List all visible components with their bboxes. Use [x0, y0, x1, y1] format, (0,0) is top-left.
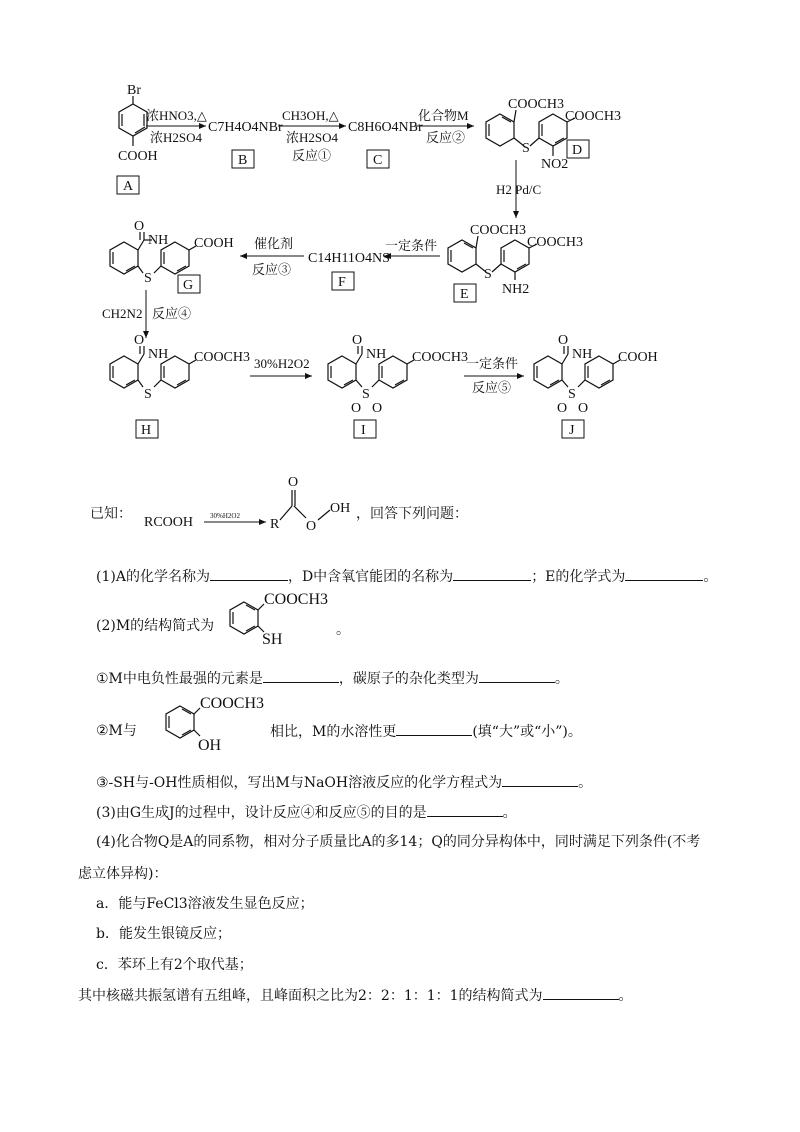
svg-text:反应③: 反应③ [252, 262, 292, 277]
label-b: B [238, 153, 248, 168]
svg-text:NH: NH [572, 347, 593, 362]
svg-text:S: S [144, 387, 152, 402]
arrow-f-g [240, 236, 304, 277]
svg-text:COOCH3: COOCH3 [412, 350, 469, 365]
a-cooh: COOH [118, 149, 158, 164]
cond-a: a．能与FeCl3溶液发生显色反应； [96, 896, 314, 912]
compound-i [328, 333, 468, 438]
b-formula: C7H4O4NBr [208, 120, 283, 135]
svg-text:反应④: 反应④ [152, 306, 192, 321]
blank-q2-3[interactable] [502, 772, 578, 787]
q4-line1: (4)化合物Q是A的同系物，相对分子质量比A的多14；Q的同分异构体中，同时满足下列条件(不考 [96, 834, 701, 850]
svg-text:浓HNO3,△: 浓HNO3,△ [146, 108, 207, 123]
known-r: R [270, 517, 280, 532]
blank-q3[interactable] [427, 802, 503, 817]
q1: (1)A的化学名称为 ，D中含氧官能团的名称为 ；E的化学式为 。 [96, 566, 717, 587]
label-c: C [373, 153, 383, 168]
svg-text:浓H2SO4: 浓H2SO4 [150, 130, 203, 145]
label-i: I [361, 423, 366, 438]
q2-2-a: ②M与 [96, 723, 137, 739]
svg-text:催化剂: 催化剂 [254, 236, 294, 251]
svg-text:S: S [484, 267, 492, 282]
svg-text:S: S [522, 141, 530, 156]
q2-end: 。 [336, 622, 350, 638]
known-reaction [90, 470, 510, 540]
compound-g [110, 219, 234, 293]
svg-text:SH: SH [262, 631, 283, 648]
m-structure [214, 588, 354, 650]
svg-text:O: O [134, 333, 145, 348]
svg-text:OH: OH [198, 737, 222, 754]
svg-text:O: O [578, 401, 589, 416]
q3: (3)由G生成J的过程中，设计反应④和反应⑤的目的是 。 [96, 802, 517, 823]
svg-text:H2 Pd/C: H2 Pd/C [496, 182, 542, 197]
svg-text:O: O [351, 401, 362, 416]
svg-text:一定条件: 一定条件 [466, 356, 519, 371]
arrow-e-f [384, 238, 440, 256]
svg-text:浓H2SO4: 浓H2SO4 [286, 130, 339, 145]
svg-text:30%H2O2: 30%H2O2 [254, 356, 310, 371]
svg-text:反应⑤: 反应⑤ [472, 380, 512, 395]
svg-text:COOCH3: COOCH3 [470, 223, 527, 238]
svg-text:化合物M: 化合物M [418, 108, 469, 123]
svg-text:O: O [372, 401, 383, 416]
arrow-i-j [464, 356, 524, 395]
q4-line2: 虑立体异构)： [78, 866, 168, 882]
blank-q2-2[interactable] [396, 721, 472, 736]
arrow-c-d [416, 108, 474, 145]
label-h: H [141, 423, 152, 438]
compound-f [308, 251, 390, 290]
arrow-a-b [146, 108, 207, 145]
svg-text:NO2: NO2 [541, 157, 569, 172]
blank-q1-a[interactable] [210, 566, 288, 581]
svg-text:O: O [306, 519, 317, 534]
svg-text:反应①: 反应① [292, 148, 332, 163]
q4-end: 其中核磁共振氢谱有五组峰，且峰面积之比为2：2：1：1：1的结构简式为 。 [78, 985, 633, 1006]
arrow-d-e [496, 160, 541, 218]
compound-j [534, 333, 658, 438]
svg-text:COOCH3: COOCH3 [527, 235, 584, 250]
label-j: J [569, 423, 575, 438]
arrow-h-i [250, 356, 312, 376]
methyl-salicylate-structure [150, 692, 280, 754]
compound-h [110, 333, 250, 438]
svg-text:O: O [134, 219, 145, 234]
svg-text:CH3OH,△: CH3OH,△ [282, 108, 339, 123]
svg-text:S: S [144, 271, 152, 286]
compound-b [208, 120, 283, 168]
svg-text:COOH: COOH [194, 236, 234, 251]
svg-text:COOCH3: COOCH3 [200, 695, 265, 712]
blank-q1-c[interactable] [625, 566, 703, 581]
cond-c: c．苯环上有2个取代基； [96, 957, 253, 973]
cond-b: b．能发生银镜反应； [96, 926, 231, 942]
svg-text:COOCH3: COOCH3 [508, 97, 565, 112]
label-e: E [460, 287, 469, 302]
blank-q1-b[interactable] [453, 566, 531, 581]
label-f: F [338, 275, 346, 290]
svg-text:S: S [362, 387, 370, 402]
compound-d [486, 97, 621, 172]
q2-2-b: 相比，M的水溶性更 (填“大”或“小”)。 [270, 721, 582, 742]
f-formula: C14H11O4NS [308, 251, 390, 266]
svg-text:一定条件: 一定条件 [385, 238, 438, 253]
svg-text:COOH: COOH [618, 350, 658, 365]
label-a: A [123, 179, 134, 194]
arrow-b-c [278, 108, 346, 163]
blank-q2-1-b[interactable] [479, 668, 555, 683]
q2-1: ①M中电负性最强的元素是 ，碳原子的杂化类型为 。 [96, 668, 569, 689]
svg-text:CH2N2: CH2N2 [102, 306, 143, 321]
svg-text:NH: NH [366, 347, 387, 362]
known-prefix: 已知： [90, 506, 132, 522]
q2-3: ③-SH与-OH性质相似，写出M与NaOH溶液反应的化学方程式为 。 [96, 772, 592, 793]
svg-text:OH: OH [330, 501, 351, 516]
known-reactant: RCOOH [144, 515, 194, 530]
svg-text:反应②: 反应② [426, 130, 466, 145]
known-reagent: 30%H2O2 [210, 512, 240, 520]
svg-text:COOCH3: COOCH3 [194, 350, 251, 365]
blank-q4[interactable] [543, 985, 619, 1000]
svg-text:COOCH3: COOCH3 [264, 591, 329, 608]
reaction-scheme [0, 0, 800, 450]
svg-text:NH: NH [148, 347, 169, 362]
svg-text:S: S [568, 387, 576, 402]
a-br: Br [127, 83, 141, 98]
label-d: D [572, 143, 583, 158]
svg-text:NH: NH [148, 233, 169, 248]
svg-text:O: O [558, 333, 569, 348]
arrow-g-h [102, 290, 191, 338]
blank-q2-1-a[interactable] [263, 668, 339, 683]
svg-text:O: O [288, 475, 299, 490]
c-formula: C8H6O4NBr [348, 120, 423, 135]
svg-text:NH2: NH2 [502, 282, 530, 297]
known-suffix: ，回答下列问题： [356, 506, 468, 522]
label-g: G [183, 278, 194, 293]
q2: (2)M的结构简式为 [96, 618, 215, 634]
svg-text:O: O [352, 333, 363, 348]
compound-c [348, 120, 423, 168]
svg-text:O: O [557, 401, 568, 416]
compound-e [448, 223, 583, 302]
svg-text:COOCH3: COOCH3 [565, 109, 622, 124]
